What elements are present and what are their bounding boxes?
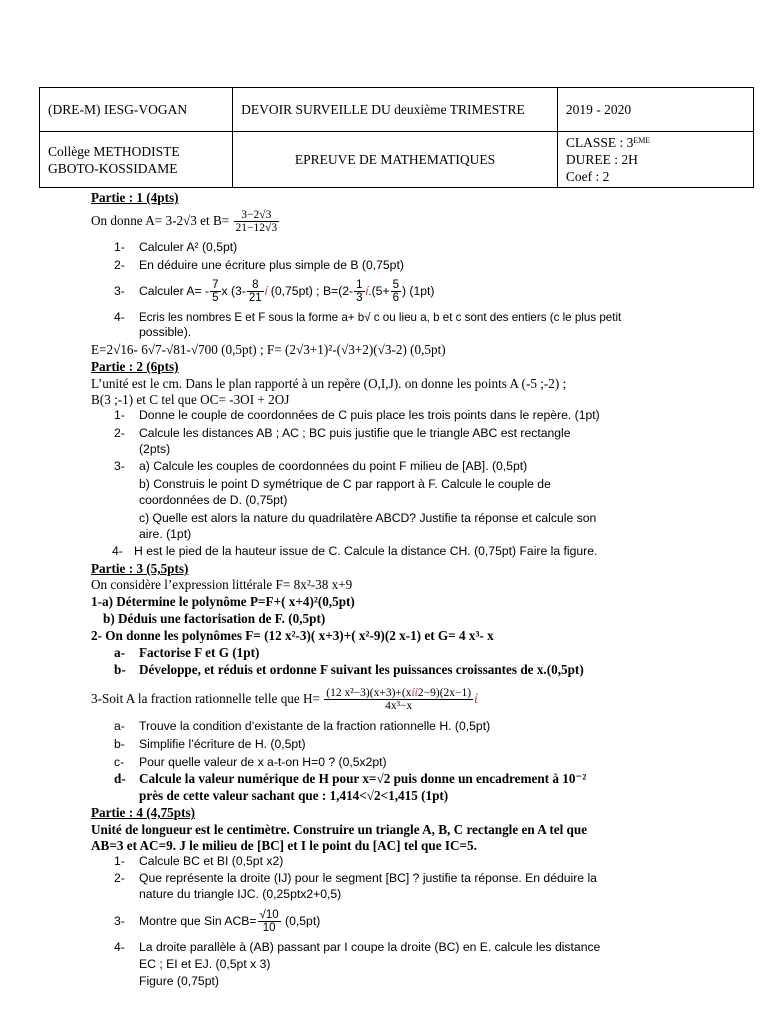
partie2-item-3c: c) Quelle est alors la nature du quadrilatère ABCD? Justifie ta réponse et calcule son xyxy=(139,511,597,525)
item-number: 2- xyxy=(114,426,125,440)
header-classe: CLASSE : 3 xyxy=(565,135,634,150)
item-text: ) (1pt) xyxy=(401,284,435,298)
item-text: En déduire une écriture plus simple de B (0,75pt) xyxy=(139,258,404,272)
partie3-line-3: b) Déduis une factorisation de F. (0,5pt) xyxy=(103,611,326,626)
partie3-q-a xyxy=(0,719,768,734)
partie3-q-b xyxy=(0,737,768,752)
partie2-item-4 xyxy=(0,544,768,559)
item-text: Calculer A= - xyxy=(139,284,210,298)
partie3-title: Partie : 3 (5,5pts) xyxy=(91,561,189,576)
fraction-8-21 xyxy=(247,279,264,304)
partie1-item-4 xyxy=(0,310,768,325)
red-glyph: ί xyxy=(264,284,268,298)
header-table xyxy=(39,87,754,188)
fraction-b-den: 21−12√3 xyxy=(235,222,278,235)
h-num-part: (12 x²−3)(x+3)+(x xyxy=(326,687,412,700)
partie1-item-4-cont: possible). xyxy=(139,325,192,339)
item-number: b- xyxy=(114,662,126,677)
item-text: Donne le couple de coordonnées de C puis place les trois points dans le repère. (1pt) xyxy=(139,408,600,422)
header-year: 2019 - 2020 xyxy=(557,88,753,132)
partie3-item-a xyxy=(0,645,768,660)
item-text: Montre que Sin ACB= xyxy=(139,914,257,928)
partie3-h-definition xyxy=(0,681,768,717)
item-number: a- xyxy=(114,719,125,733)
partie4-item-4 xyxy=(0,940,768,955)
fraction-h-num xyxy=(324,687,473,700)
partie2-title: Partie : 2 (6pts) xyxy=(91,359,179,374)
partie3-q-c xyxy=(0,755,768,770)
frac-num: √10 xyxy=(259,909,279,922)
h-num-part: 2−9)(2x−1) xyxy=(417,687,472,700)
partie2-item-3a xyxy=(0,459,768,474)
partie3-line-4: 2- On donne les polynômes F= (12 x²-3)( x+3)+( x²-9)(2 x-1) et G= 4 x³- x xyxy=(91,628,494,643)
item-number: b- xyxy=(114,737,125,751)
header-classe-sup: EME xyxy=(633,136,651,145)
item-number: 1- xyxy=(114,408,125,422)
frac-num: 7 xyxy=(212,279,219,292)
partie2-item-3b-cont: coordonnées de D. (0,75pt) xyxy=(139,493,288,507)
item-text: Calcule les distances AB ; AC ; BC puis justifie que le triangle ABC est rectangle xyxy=(139,426,571,440)
fraction-1-3 xyxy=(354,279,364,304)
partie4-item-4-cont: EC ; EI et EJ. (0,5pt x 3) xyxy=(139,957,271,971)
fraction-b xyxy=(234,209,280,234)
partie2-line-1: L’unité est le cm. Dans le plan rapporté à un repère (O,I,J). on donne les points A (-5 ;-2) ; xyxy=(91,376,567,391)
item-text: a) Calcule les couples de coordonnées du point F milieu de [AB]. (0,5pt) xyxy=(139,459,528,473)
item-text: Que représente la droite (IJ) pour le segment [BC] ? justifie ta réponse. En déduire la xyxy=(139,871,597,885)
partie4-line-2 xyxy=(0,838,768,853)
partie1-item-2 xyxy=(0,258,768,273)
fraction-h xyxy=(324,687,473,712)
partie4-item-2 xyxy=(0,871,768,886)
item-text: Ecris les nombres E et F sous la forme a+ b√ c ou lieu a, b et c sont des entiers (c le plus petit xyxy=(139,311,622,324)
item-number: 1- xyxy=(114,240,125,254)
fraction-5-6 xyxy=(391,279,401,304)
partie4-item-1 xyxy=(0,854,768,869)
partie3-line-1: On considère l’expression littérale F= 8x²-38 x+9 xyxy=(91,577,353,592)
fraction-b-num: 3−2√3 xyxy=(234,209,280,222)
fraction-sqrt10-10 xyxy=(258,909,281,934)
header-class-info xyxy=(557,132,753,188)
item-text: .(5+ xyxy=(368,284,390,298)
fraction-h-den: 4x³−x xyxy=(385,700,413,713)
item-number: 2- xyxy=(114,871,125,885)
item-text: H est le pied de la hauteur issue de C. Calcule la distance CH. (0,75pt) Faire la figure. xyxy=(134,544,598,558)
item-number: 4- xyxy=(112,544,123,558)
frac-den: 6 xyxy=(392,292,399,305)
item-number: 1- xyxy=(114,854,125,868)
partie2-item-1 xyxy=(0,408,768,423)
frac-num: 1 xyxy=(356,279,363,292)
item-number: c- xyxy=(114,755,125,769)
item-text: x (3- xyxy=(221,284,246,298)
frac-num: 8 xyxy=(247,279,264,292)
partie4-figure: Figure (0,75pt) xyxy=(139,974,219,988)
item-number: d- xyxy=(114,771,126,786)
red-glyph: ί xyxy=(365,284,369,298)
frac-den: 3 xyxy=(356,292,363,305)
item-text: Factorise F et G (1pt) xyxy=(139,645,260,660)
frac-den: 21 xyxy=(248,292,262,305)
red-glyph: ί xyxy=(474,691,478,706)
partie4-line-2-text: AB=3 et AC=9. J le milieu de [BC] et I le point du [AC] tel que IC=5. xyxy=(91,838,477,853)
item-number: 4- xyxy=(114,310,125,324)
partie1-intro xyxy=(0,206,768,236)
item-text: (0,5pt) xyxy=(285,914,321,928)
item-number: 3- xyxy=(114,284,125,298)
item-text: Calcule BC et BI (0,5pt x2) xyxy=(139,854,284,868)
partie4-item-3 xyxy=(0,905,768,937)
header-duree: DUREE : 2H xyxy=(565,152,638,167)
partie1-title: Partie : 1 (4pts) xyxy=(91,190,179,205)
partie3-q-d xyxy=(0,771,768,786)
header-subject: EPREUVE DE MATHEMATIQUES xyxy=(233,132,558,188)
red-glyph: ίί xyxy=(411,687,418,700)
fraction-7-5 xyxy=(210,279,220,304)
frac-den: 10 xyxy=(262,922,276,935)
item-text: Calcule la valeur numérique de H pour x=√2 puis donne un encadrement à 10⁻² xyxy=(139,771,587,786)
partie1-item-3 xyxy=(0,276,768,306)
item-number: 3- xyxy=(114,459,125,473)
partie2-line-2: B(3 ;-1) et C tel que OC= -3OI + 2OJ xyxy=(91,392,290,407)
item-text: Simplifie l’écriture de H. (0,5pt) xyxy=(139,737,306,751)
partie4-title: Partie : 4 (4,75pts) xyxy=(91,805,196,820)
partie3-line-2: 1-a) Détermine le polynôme P=F+( x+4)²(0,5pt) xyxy=(91,594,355,609)
item-number: a- xyxy=(114,645,125,660)
item-text: La droite parallèle à (AB) passant par I coupe la droite (BC) en E. calcule les distance xyxy=(139,940,601,954)
item-number: 4- xyxy=(114,940,125,954)
item-text: Développe, et réduis et ordonne F suivant les puissances croissantes de x.(0,5pt) xyxy=(139,662,584,677)
frac-num: 5 xyxy=(392,279,399,292)
partie2-item-3b: b) Construis le point D symétrique de C par rapport à F. Calcule le couple de xyxy=(139,477,551,491)
frac-den: 5 xyxy=(212,292,219,305)
partie2-item-2-cont: (2pts) xyxy=(139,442,171,456)
partie1-ef: E=2√16- 6√7-√81-√700 (0,5pt) ; F= (2√3+1)²-(√3+2)(√3-2) (0,5pt) xyxy=(91,342,446,357)
partie3-q-d-cont: près de cette valeur sachant que : 1,414<√2<1,415 (1pt) xyxy=(139,788,449,803)
header-school-code: (DRE-M) IESG-VOGAN xyxy=(40,88,233,132)
item-number: 3- xyxy=(114,914,125,928)
partie2-item-3c-cont: aire. (1pt) xyxy=(139,527,192,541)
item-text: Trouve la condition d’existante de la fraction rationnelle H. (0,5pt) xyxy=(139,719,491,733)
partie1-intro-text: On donne A= 3-2√3 et B= xyxy=(91,213,230,228)
partie4-item-2-cont: nature du triangle IJC. (0,25ptx2+0,5) xyxy=(139,887,342,901)
header-college: Collège METHODISTE GBOTO-KOSSIDAME xyxy=(40,132,233,188)
item-text: (0,75pt) ; B=(2- xyxy=(270,284,354,298)
partie4-line-1: Unité de longueur est le centimètre. Construire un triangle A, B, C rectangle en A tel que xyxy=(91,822,588,837)
item-text: Pour quelle valeur de x a-t-on H=0 ? (0,5x2pt) xyxy=(139,755,387,769)
item-number: 2- xyxy=(114,258,125,272)
header-coef: Coef : 2 xyxy=(565,169,610,184)
h-intro-text: 3-Soit A la fraction rationnelle telle que H= xyxy=(91,691,320,706)
item-text: Calculer A² (0,5pt) xyxy=(139,240,238,254)
partie2-item-2 xyxy=(0,426,768,441)
partie1-item-1 xyxy=(0,240,768,255)
partie3-item-b xyxy=(0,662,768,677)
header-exam-title: DEVOIR SURVEILLE DU deuxième TRIMESTRE xyxy=(233,88,558,132)
